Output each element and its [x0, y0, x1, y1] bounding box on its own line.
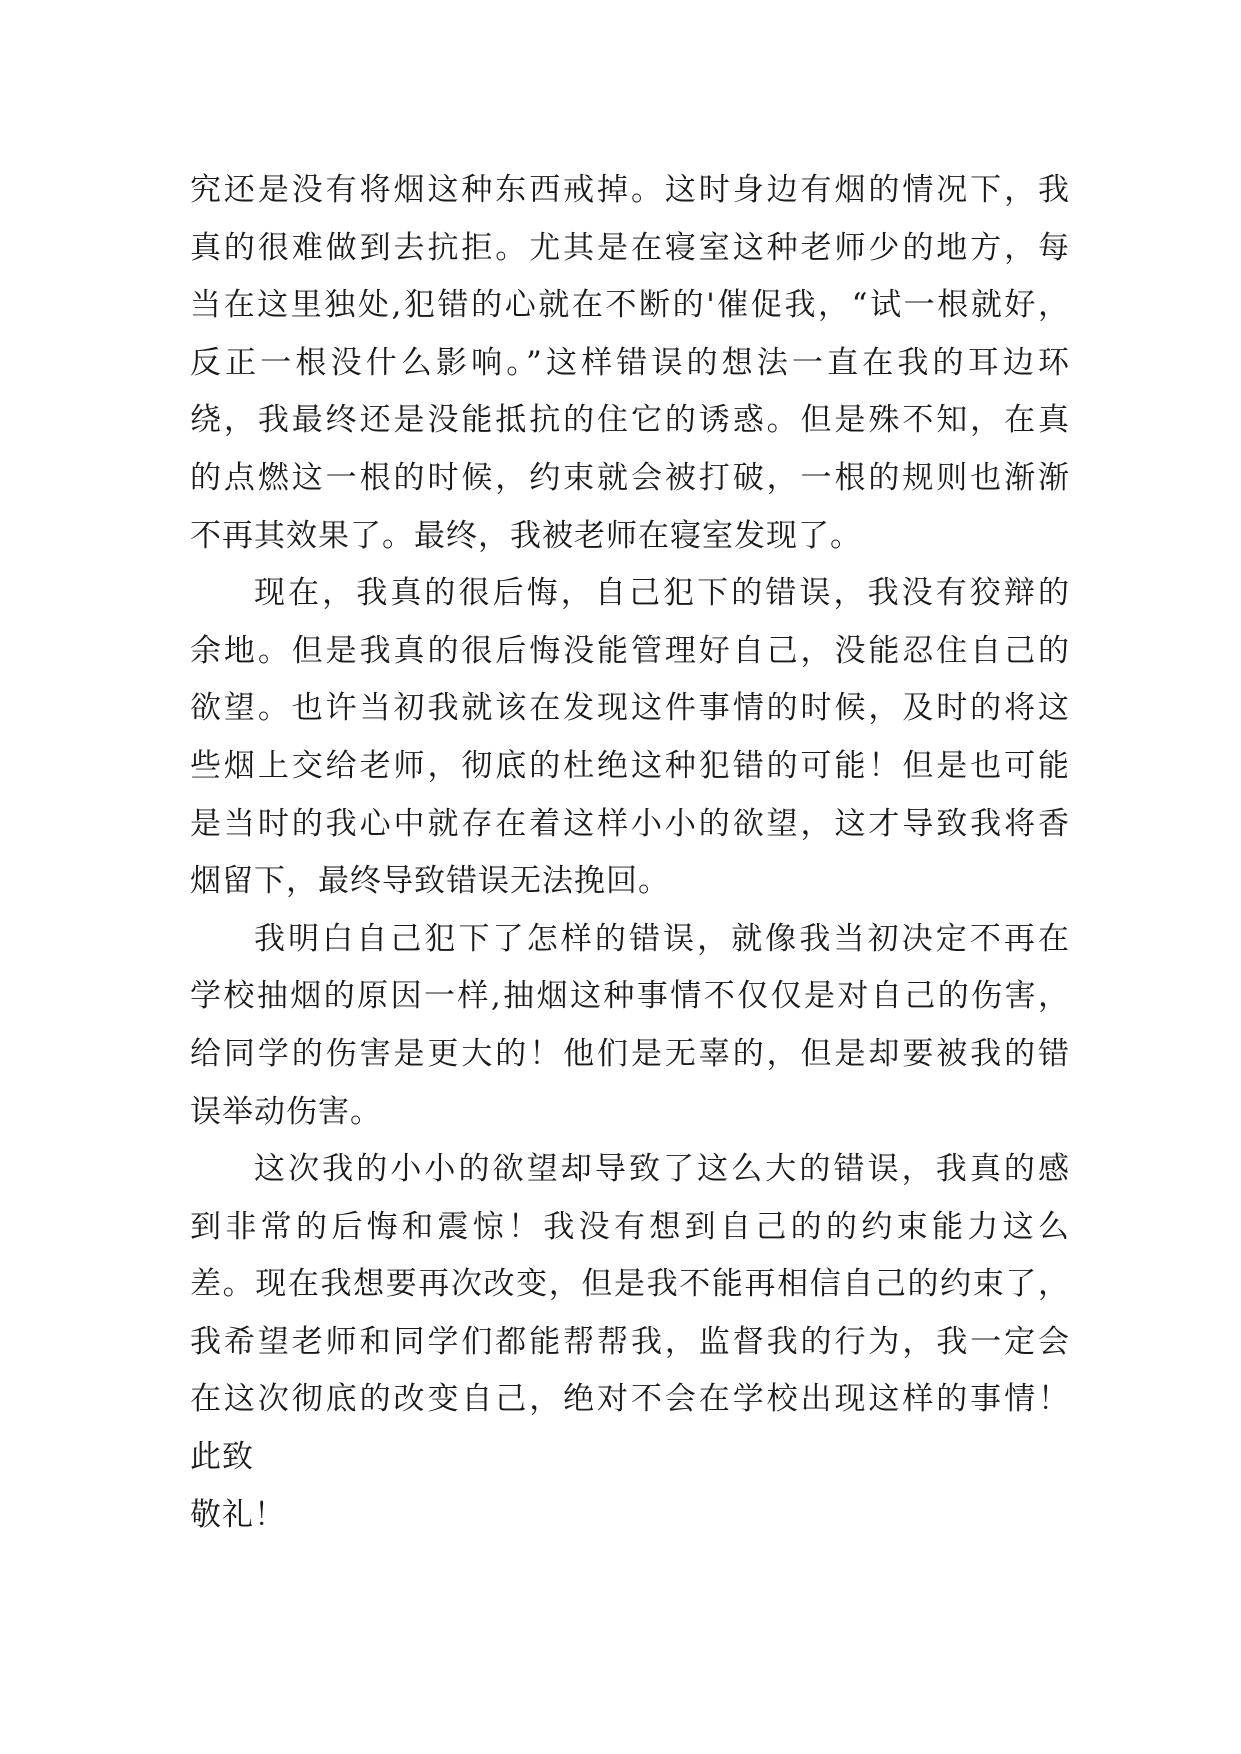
paragraph-3-line-4: 误举动伤害。: [190, 1093, 382, 1130]
paragraph-2-line-5: 是当时的我心中就存在着这样小小的欲望，这才导致我将香: [190, 805, 1070, 842]
paragraph-3-line-1: 我明白自己犯下了怎样的错误，就像我当初决定不再在: [254, 920, 1070, 957]
paragraph-1-line-3: 当在这里独处,犯错的心就在不断的'催促我，“试一根就好，: [190, 287, 1070, 324]
paragraph-4-line-5: 在这次彻底的改变自己，绝对不会在学校出现这样的事情！: [190, 1381, 1070, 1418]
paragraph-4-line-4: 我希望老师和同学们都能帮帮我，监督我的行为，我一定会: [190, 1323, 1070, 1360]
paragraph-3-line-2: 学校抽烟的原因一样,抽烟这种事情不仅仅是对自己的伤害，: [190, 978, 1070, 1015]
paragraph-2-line-3: 欲望。也许当初我就该在发现这件事情的时候，及时的将这: [190, 690, 1070, 727]
closing-regards: 敬礼！: [190, 1496, 286, 1533]
paragraph-1-line-6: 的点燃这一根的时候，约束就会被打破，一根的规则也渐渐: [190, 459, 1070, 496]
closing-salutation: 此致: [190, 1439, 254, 1476]
paragraph-2-line-6: 烟留下，最终导致错误无法挽回。: [190, 863, 670, 900]
paragraph-2-line-2: 余地。但是我真的很后悔没能管理好自己，没能忍住自己的: [190, 632, 1070, 669]
paragraph-4-line-3: 差。现在我想要再次改变，但是我不能再相信自己的约束了，: [190, 1266, 1070, 1303]
paragraph-3-line-3: 给同学的伤害是更大的！他们是无辜的，但是却要被我的错: [190, 1035, 1070, 1072]
letter-body: [190, 162, 1070, 1544]
paragraph-4-line-2: 到非常的后悔和震惊！我没有想到自己的的约束能力这么: [190, 1208, 1070, 1245]
paragraph-1-line-5: 绕，我最终还是没能抵抗的住它的诱惑。但是殊不知，在真: [190, 402, 1070, 439]
paragraph-1-line-1: 究还是没有将烟这种东西戒掉。这时身边有烟的情况下，我: [190, 172, 1070, 208]
paragraph-1-line-7: 不再其效果了。最终，我被老师在寝室发现了。: [190, 517, 862, 554]
paragraph-1-line-2: 真的很难做到去抗拒。尤其是在寝室这种老师少的地方，每: [190, 229, 1070, 266]
paragraph-1-line-4: 反正一根没什么影响。”这样错误的想法一直在我的耳边环: [190, 344, 1070, 381]
paragraph-4-line-1: 这次我的小小的欲望却导致了这么大的错误，我真的感: [254, 1151, 1070, 1188]
paragraph-2-line-1: 现在，我真的很后悔，自己犯下的错误，我没有狡辩的: [254, 575, 1070, 612]
paragraph-2-line-4: 些烟上交给老师，彻底的杜绝这种犯错的可能！但是也可能: [190, 747, 1070, 784]
